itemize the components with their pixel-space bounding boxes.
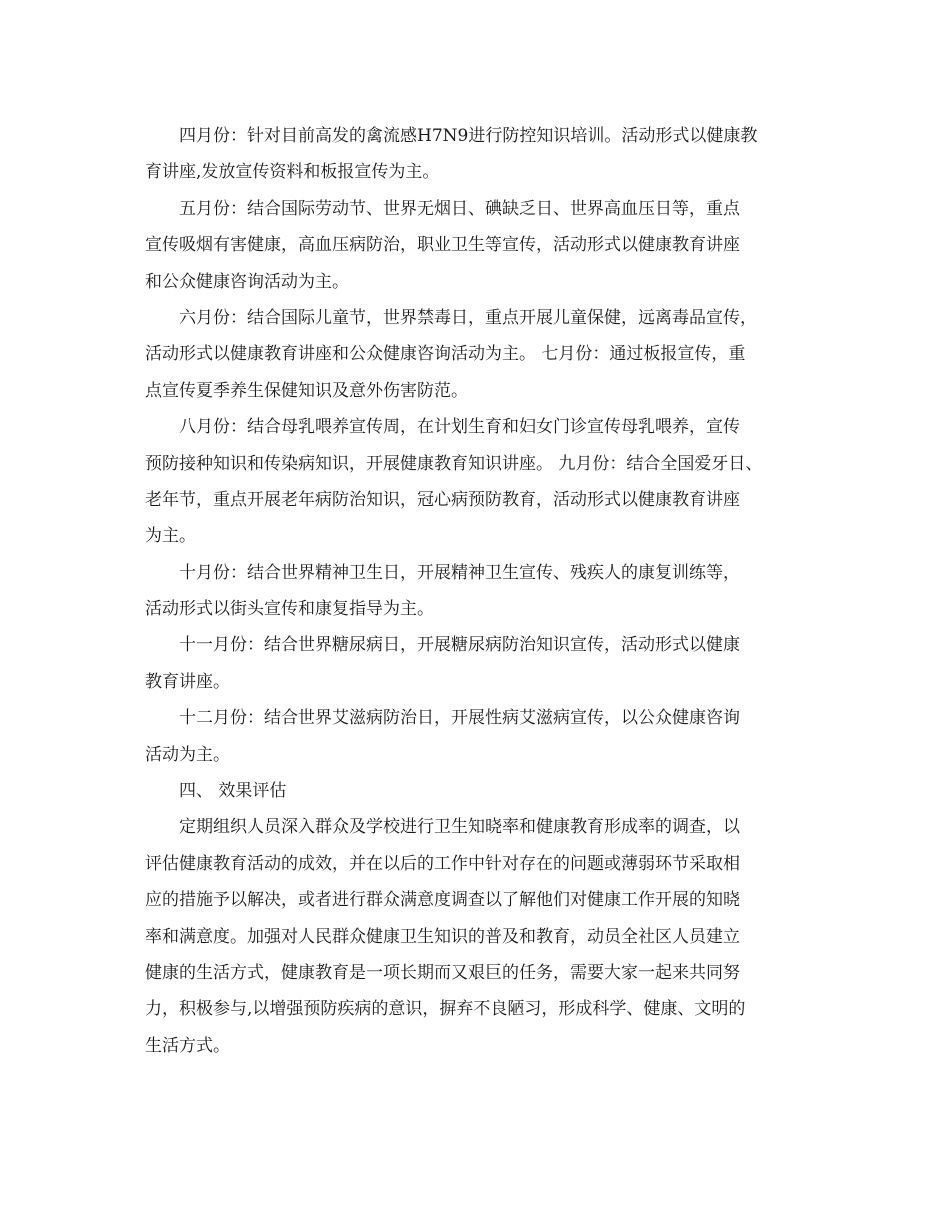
paragraph-november — [145, 627, 810, 700]
text-line: 活动为主。 — [145, 744, 230, 765]
section-heading-evaluation — [145, 773, 810, 809]
text-line: 点宣传夏季养生保健知识及意外伤害防范。 — [145, 380, 468, 401]
text-line: 四月份：针对目前高发的禽流感H7N9进行防控知识培训。活动形式以健康教 — [179, 126, 758, 146]
text-line: 十一月份：结合世界糖尿病日，开展糖尿病防治知识宣传，活动形式以健康 — [179, 635, 740, 656]
text-line: 健康的生活方式，健康教育是一项长期而又艰巨的任务，需要大家一起来共同努 — [145, 962, 740, 983]
text-line: 活动形式以健康教育讲座和公众健康咨询活动为主。 七月份：通过板报宣传，重 — [145, 344, 746, 365]
paragraph-december — [145, 700, 810, 773]
section-heading: 四、 效果评估 — [179, 781, 287, 802]
text-line: 八月份：结合母乳喂养宣传周，在计划生育和妇女门诊宣传母乳喂养，宣传 — [179, 417, 740, 438]
paragraph-october — [145, 555, 810, 628]
text-line: 五月份：结合国际劳动节、世界无烟日、碘缺乏日、世界高血压日等，重点 — [179, 198, 740, 219]
paragraph-evaluation — [145, 809, 810, 1064]
text-line: 生活方式。 — [145, 1035, 230, 1056]
text-line: 力，积极参与,以增强预防疾病的意识，摒弃不良陋习，形成科学、健康、文明的 — [145, 999, 746, 1020]
text-line: 宣传吸烟有害健康，高血压病防治，职业卫生等宣传，活动形式以健康教育讲座 — [145, 235, 740, 256]
text-line: 十月份：结合世界精神卫生日，开展精神卫生宣传、残疾人的康复训练等， — [179, 562, 740, 583]
text-line: 定期组织人员深入群众及学校进行卫生知晓率和健康教育形成率的调查，以 — [179, 817, 740, 838]
text-line: 教育讲座。 — [145, 671, 230, 692]
paragraph-may — [145, 191, 810, 300]
text-line: 活动形式以街头宣传和康复指导为主。 — [145, 599, 434, 620]
paragraph-april — [145, 118, 810, 191]
text-line: 评估健康教育活动的成效，并在以后的工作中针对存在的问题或薄弱环节采取相 — [145, 853, 740, 874]
text-line: 老年节，重点开展老年病防治知识，冠心病预防教育，活动形式以健康教育讲座 — [145, 489, 740, 510]
text-line: 为主。 — [145, 526, 196, 547]
text-line: 应的措施予以解决，或者进行群众满意度调查以了解他们对健康工作开展的知晓 — [145, 890, 740, 911]
text-line: 育讲座,发放宣传资料和板报宣传为主。 — [145, 162, 440, 183]
paragraph-june-july — [145, 300, 810, 409]
text-line: 预防接种知识和传染病知识，开展健康教育知识讲座。 九月份：结合全国爱牙日、 — [145, 453, 763, 474]
text-line: 率和满意度。加强对人民群众健康卫生知识的普及和教育，动员全社区人员建立 — [145, 926, 740, 947]
text-line: 十二月份：结合世界艾滋病防治日，开展性病艾滋病宣传，以公众健康咨询 — [179, 708, 740, 729]
text-line: 和公众健康咨询活动为主。 — [145, 271, 349, 292]
paragraph-august-september — [145, 409, 810, 555]
document-body — [145, 118, 810, 1064]
text-line: 六月份：结合国际儿童节，世界禁毒日，重点开展儿童保健，远离毒品宣传， — [179, 307, 757, 328]
